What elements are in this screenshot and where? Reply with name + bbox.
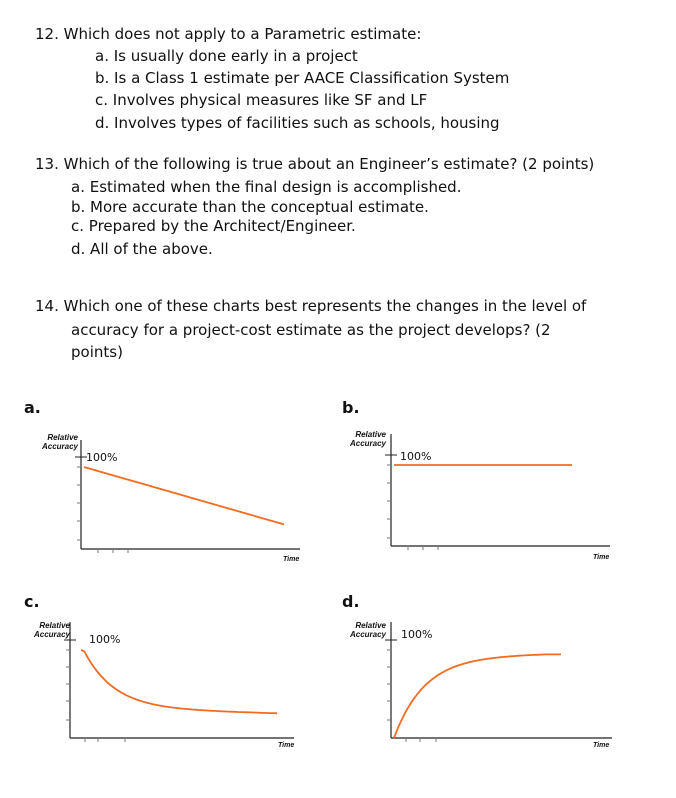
chart-a-series-line bbox=[84, 467, 284, 524]
chart-c-time-label: Time bbox=[278, 742, 295, 749]
chart-c-letter: c. bbox=[24, 592, 40, 611]
chart-c-100-label: 100% bbox=[89, 633, 121, 646]
chart-c-series-line bbox=[81, 650, 277, 713]
q12-option-d: d. Involves types of facilities such as schools, housing bbox=[95, 114, 500, 132]
chart-a-ylabel-line-2: Accuracy bbox=[41, 442, 78, 451]
chart-a-letter: a. bbox=[24, 398, 41, 417]
q14-stem-line-1: 14. Which one of these charts best represents the changes in the level of bbox=[35, 297, 587, 315]
chart-d-100-label: 100% bbox=[401, 628, 433, 641]
q13-option-c: c. Prepared by the Architect/Engineer. bbox=[71, 217, 356, 235]
q13-stem: 13. Which of the following is true about an Engineer’s estimate? (2 points) bbox=[35, 155, 595, 173]
chart-d-ylabel-line-2: Accuracy bbox=[349, 630, 386, 639]
chart-b-letter: b. bbox=[342, 398, 360, 417]
q12-stem: 12. Which does not apply to a Parametric estimate: bbox=[35, 25, 422, 43]
chart-a-ylabel bbox=[30, 433, 78, 451]
chart-b-ylabel-line-1: Relative bbox=[355, 430, 386, 439]
q14-stem-line-2: accuracy for a project-cost estimate as the project develops? (2 bbox=[71, 321, 551, 339]
q12-option-a: a. Is usually done early in a project bbox=[95, 47, 358, 65]
q13-option-b: b. More accurate than the conceptual estimate. bbox=[71, 198, 429, 216]
chart-c-ylabel bbox=[24, 621, 70, 639]
chart-a-time-label: Time bbox=[283, 556, 300, 563]
q12-option-c: c. Involves physical measures like SF and LF bbox=[95, 91, 428, 109]
q14-stem-line-3: points) bbox=[71, 343, 123, 361]
chart-b-time-label: Time bbox=[593, 554, 610, 561]
chart-a-100-label: 100% bbox=[86, 451, 118, 464]
chart-d-series-line bbox=[394, 654, 561, 738]
chart-d-ylabel bbox=[340, 621, 386, 639]
chart-c-ylabel-line-2: Accuracy bbox=[33, 630, 70, 639]
chart-a-ylabel-line-1: Relative bbox=[47, 433, 78, 442]
chart-d-ylabel-line-1: Relative bbox=[355, 621, 386, 630]
chart-c-ylabel-line-1: Relative bbox=[39, 621, 70, 630]
chart-d-letter: d. bbox=[342, 592, 360, 611]
chart-b-100-label: 100% bbox=[400, 450, 432, 463]
chart-b-ylabel-line-2: Accuracy bbox=[349, 439, 386, 448]
chart-b-ylabel bbox=[340, 430, 386, 448]
q13-option-d: d. All of the above. bbox=[71, 240, 213, 258]
q13-option-a: a. Estimated when the final design is accomplished. bbox=[71, 178, 462, 196]
q12-option-b: b. Is a Class 1 estimate per AACE Classification System bbox=[95, 69, 510, 87]
chart-d-time-label: Time bbox=[593, 742, 610, 749]
